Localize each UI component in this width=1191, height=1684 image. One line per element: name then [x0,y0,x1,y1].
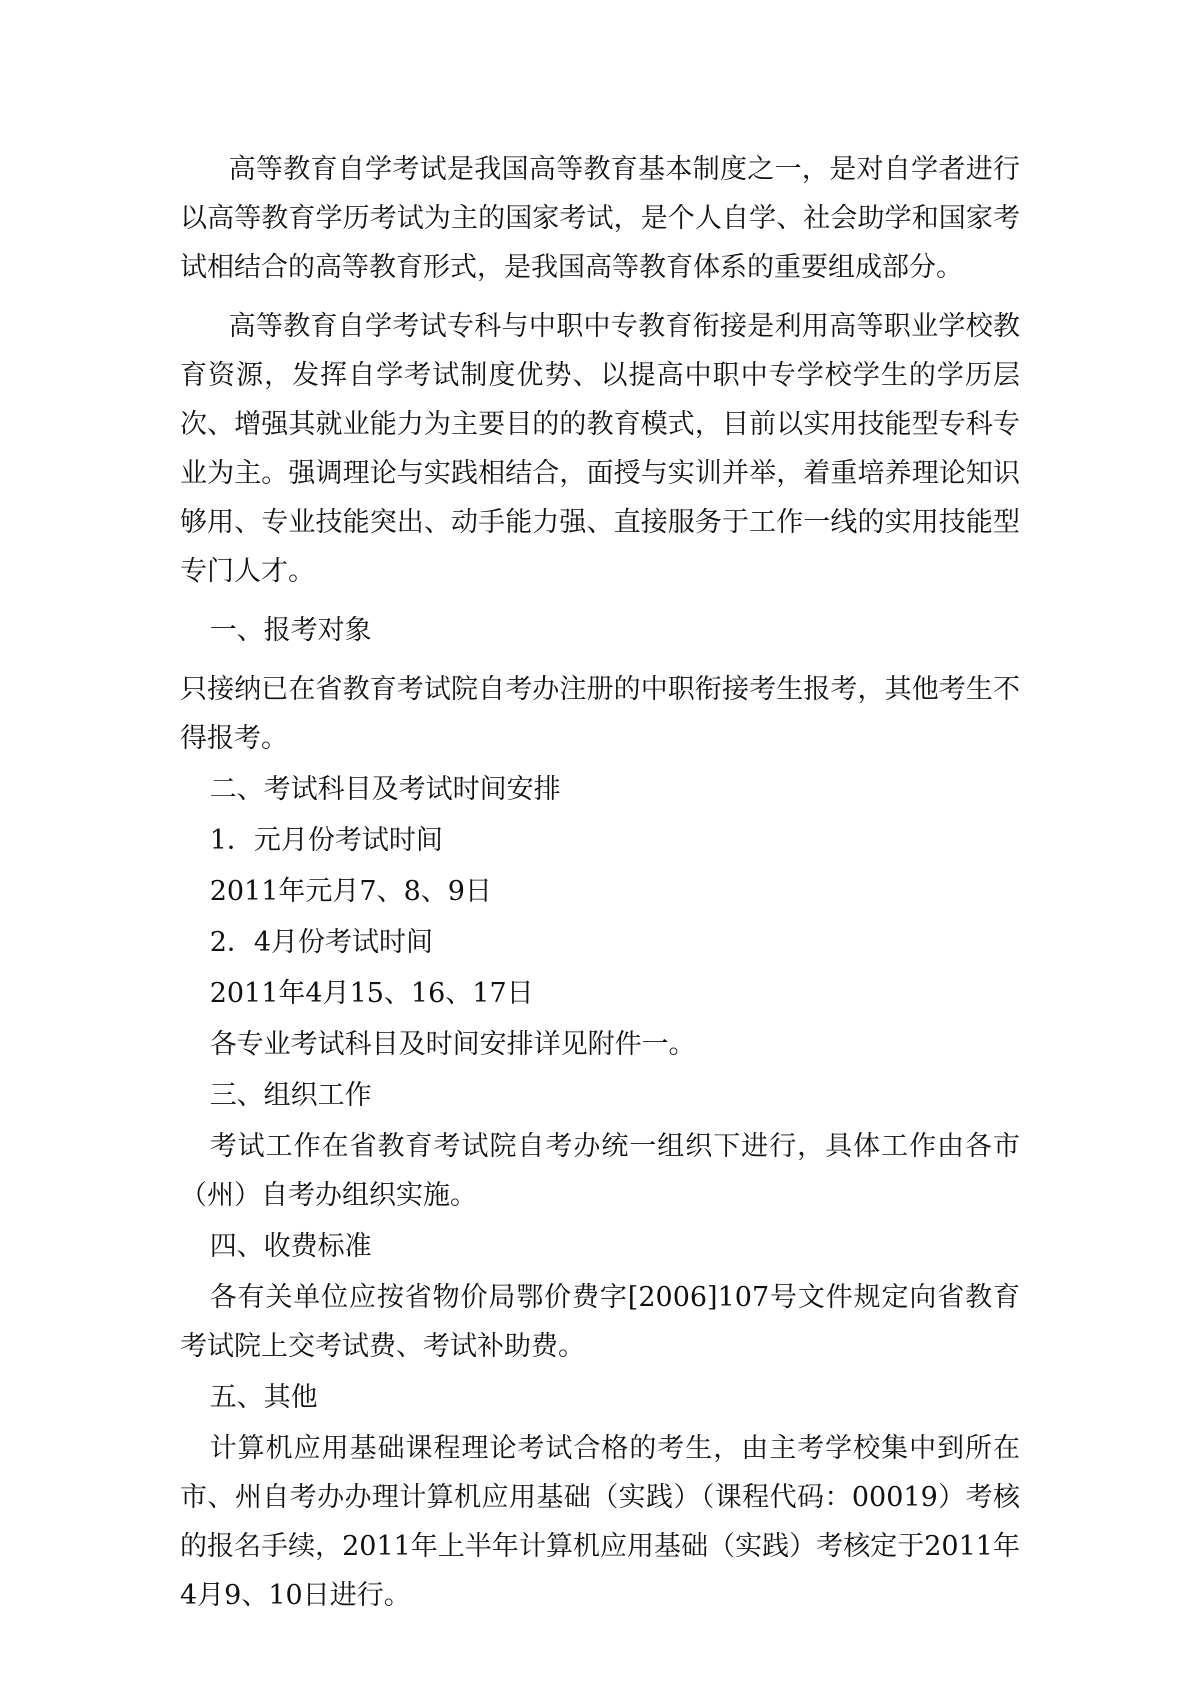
section-heading-subjects-schedule: 二、考试科目及考试时间安排 [209,774,561,805]
subheading-april-exam: 2．4月份考试时间 [209,927,434,958]
subheading-january-exam: 1．元月份考试时间 [209,825,443,856]
fees-paragraph: 各有关单位应按省物价局鄂价费字[2006]107号文件规定向省教育考试院上交考试费、考试补助费。 [180,1282,1020,1362]
section-heading-other: 五、其他 [209,1382,318,1413]
intro-paragraph: 高等教育自学考试是我国高等教育基本制度之一，是对自学者进行以高等教育学历考试为主的国家考试，是个人自学、社会助学和国家考试相结合的高等教育形式，是我国高等教育体系的重要组成部分。 [180,154,1020,283]
attachment-note: 各专业考试科目及时间安排详见附件一。 [209,1029,696,1060]
other-paragraph: 计算机应用基础课程理论考试合格的考生，由主考学校集中到所在市、州自考办办理计算机应用基础（实践）（课程代码：00019）考核的报名手续，2011年上半年计算机应用基础（实践）考核定于2011年4月9、10日进行。 [180,1433,1020,1611]
section-heading-fees: 四、收费标准 [209,1231,372,1262]
applicants-paragraph: 只接纳已在省教育考试院自考办注册的中职衔接考生报考，其他考生不得报考。 [180,674,1020,754]
section-heading-organization: 三、组织工作 [209,1080,372,1111]
january-exam-dates: 2011年元月7、8、9日 [209,876,492,907]
april-exam-dates: 2011年4月15、16、17日 [209,978,534,1009]
description-paragraph: 高等教育自学考试专科与中职中专教育衔接是利用高等职业学校教育资源，发挥自学考试制度优势、以提高中职中专学校学生的学历层次、增强其就业能力为主要目的的教育模式，目前以实用技能型专科专业为主。强调理论与实践相结合，面授与实训并举，着重培养理论知识够用、专业技能突出、动手能力强、直接服务于工作一线的实用技能型专门人才。 [180,311,1020,587]
section-heading-applicants: 一、报考对象 [209,615,372,646]
organization-paragraph: 考试工作在省教育考试院自考办统一组织下进行，具体工作由各市（州）自考办组织实施。 [180,1131,1020,1211]
document-body [180,145,1020,1620]
